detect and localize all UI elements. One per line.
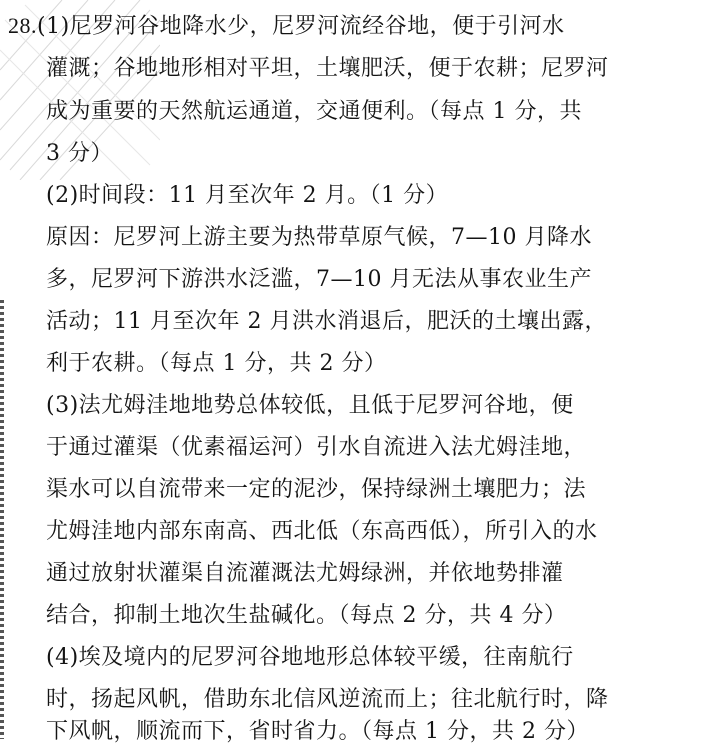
answer-line-14: 通过放射状灌渠自流灌溉法尤姆绿洲，并依地势排灌 (46, 561, 564, 586)
answer-line-6: 原因：尼罗河上游主要为热带草原气候，7—10 月降水 (46, 225, 592, 250)
answer-line-8: 活动；11 月至次年 2 月洪水消退后，肥沃的土壤出露， (46, 309, 607, 334)
answer-line-16: (4)埃及境内的尼罗河谷地地形总体较平缓，往南航行 (46, 645, 574, 670)
answer-line-7: 多，尼罗河下游洪水泛滥，7—10 月无法从事农业生产 (46, 267, 592, 292)
answer-line-12: 渠水可以自流带来一定的泥沙，保持绿洲土壤肥力；法 (46, 477, 587, 502)
answer-line-11: 于通过灌渠（优素福运河）引水自流进入法尤姆洼地， (46, 435, 587, 460)
question-number: 28. (8, 13, 37, 38)
answer-line-5: (2)时间段：11 月至次年 2 月。（1 分） (46, 183, 449, 208)
answer-line-13: 尤姆洼地内部东南高、西北低（东高西低），所引入的水 (46, 519, 598, 544)
answer-line-10: (3)法尤姆洼地地势总体较低，且低于尼罗河谷地，便 (46, 393, 574, 418)
answer-line-15: 结合，抑制土地次生盐碱化。（每点 2 分，共 4 分） (46, 603, 567, 628)
answer-line-17: 时，扬起风帆，借助东北信风逆流而上；往北航行时，降 (46, 687, 609, 712)
answer-line-3: 成为重要的天然航运通道，交通便利。（每点 1 分，共 (46, 99, 582, 124)
answer-line-text: (1)尼罗河谷地降水少，尼罗河流经谷地，便于引河水 (37, 14, 565, 39)
answer-line-2: 灌溉；谷地地形相对平坦，土壤肥沃，便于农耕；尼罗河 (46, 56, 609, 81)
answer-line-18: 下风帆，顺流而下，省时省力。（每点 1 分，共 2 分） (46, 719, 589, 744)
answer-line-4: 3 分） (46, 141, 113, 166)
answer-line-1 (8, 12, 565, 41)
left-margin-dotted-rule (0, 300, 4, 739)
answer-line-9: 利于农耕。（每点 1 分，共 2 分） (46, 351, 387, 376)
